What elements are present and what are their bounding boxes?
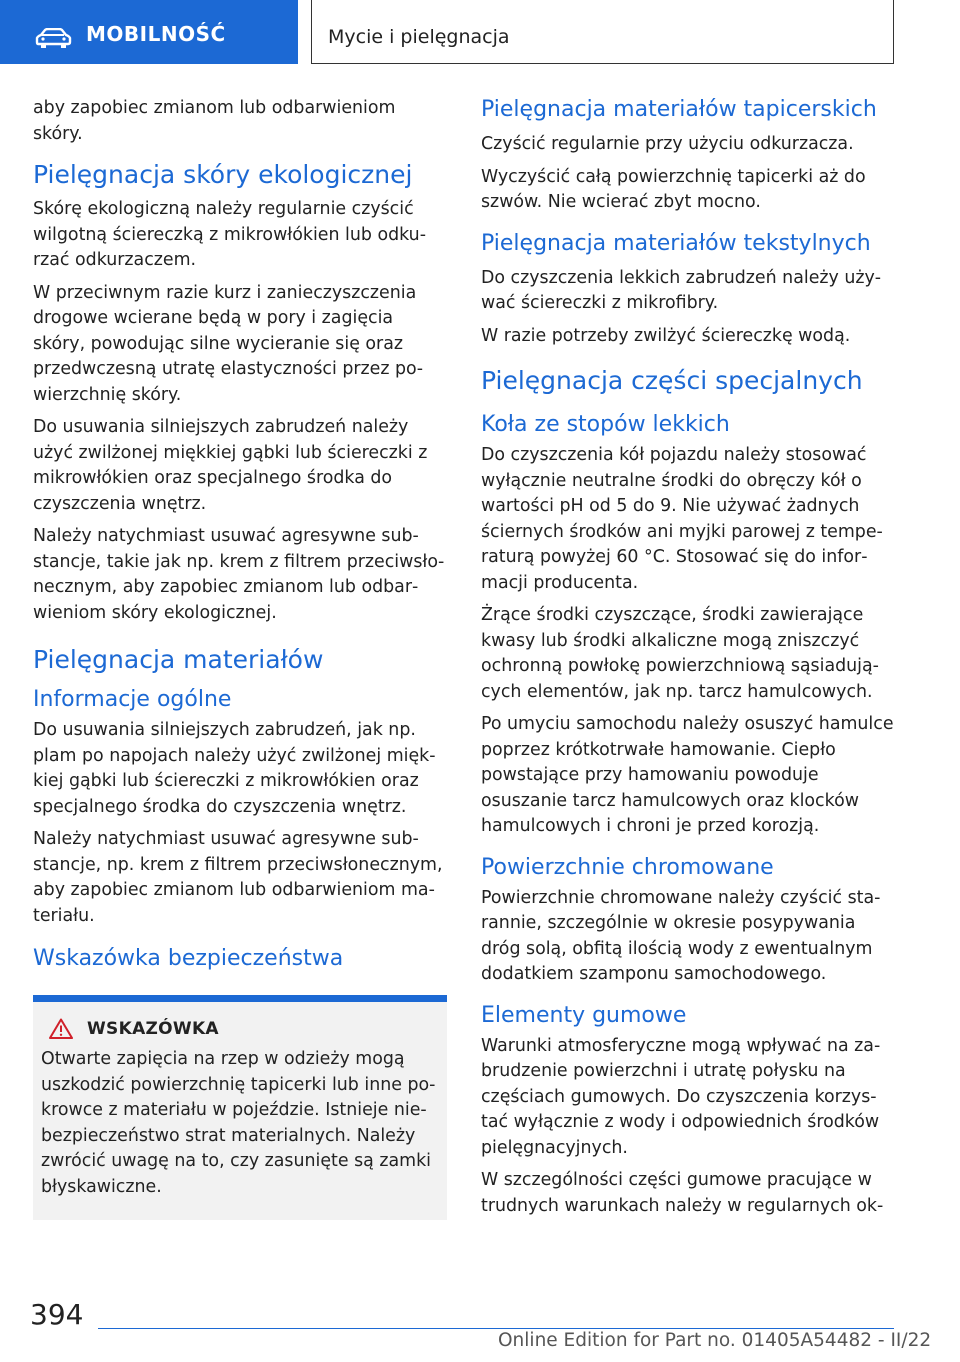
paragraph: W razie potrzeby zwilżyć ściereczkę wodą. [481, 325, 851, 346]
section-tab-mobility [0, 0, 298, 64]
chapter-tab [311, 0, 894, 64]
warning-box [33, 995, 447, 1220]
heading-chrome: Powierzchnie chromowane [481, 854, 774, 880]
page-header [0, 0, 960, 66]
paragraph: Żrące środki czyszczące, środki zawierające kwasy lub środki alkaliczne mogą zniszczyć ochronną powłokę powierzchniową sąsiadujących elementów, jak np. tarcz hamulcowych. [481, 605, 879, 702]
heading-rubber: Elementy gumowe [481, 1002, 687, 1028]
paragraph: Do czyszczenia kół pojazdu należy stosować wyłącznie neutralne środki do obręczy kół o wartości pH od 5 do 9. Nie używać żadnych ściernych środków ani myjki parowej z temperaturą powyżej 60 °C. Stosować się do informacji producenta. [481, 445, 883, 593]
paragraph: Należy natychmiast usuwać agresywne substancje, takie jak np. krem z filtrem przeciwsłonecznym, aby zapobiec zmianom lub odbarwieniom skóry ekologicznej. [33, 526, 445, 623]
footer-divider [98, 1328, 894, 1329]
heading-textile: Pielęgnacja materiałów tekstylnych [481, 230, 871, 256]
warning-text: Otwarte zapięcia na rzep w odzieży mogą uszkodzić powierzchnię tapicerki lub inne pokrowce z materiału w pojeździe. Istnieje niebezpieczeństwo strat materialnych. Należy zwrócić uwagę na to, czy zasunięte są zamki błyskawiczne. [41, 1049, 436, 1197]
paragraph: Czyścić regularnie przy użyciu odkurzacza. [481, 134, 854, 154]
warning-header [41, 1018, 439, 1039]
paragraph: Do usuwania silniejszych zabrudzeń należy użyć zwilżonej miękkiej gąbki lub ściereczki z mikrowłókien oraz specjalnego środka do czyszczenia wnętrz. [33, 417, 428, 514]
paragraph: Powierzchnie chromowane należy czyścić starannie, szczególnie w okresie posypywania dróg solą, obfitą ilością wody z ewentualnym dodatkiem szamponu samochodowego. [481, 887, 881, 984]
paragraph: Do usuwania silniejszych zabrudzeń, jak np. plam po napojach należy użyć zwilżonej miękkiej gąbki lub ściereczki z mikrowłókien oraz specjalnego środka do czyszczenia wnętrz. [33, 720, 436, 817]
page-footer [0, 1290, 960, 1362]
heading-safety-note: Wskazówka bezpieczeństwa [33, 946, 344, 971]
paragraph: aby zapobiec zmianom lub odbarwieniom skóry. [33, 98, 396, 144]
paragraph: W przeciwnym razie kurz i zanieczyszczenia drogowe wcierane będą w pory i zagięcia skóry, powodując silne wycieranie się oraz przedwczesną utratę elastyczności przez powierzchnię skóry. [33, 282, 423, 405]
paragraph: Po umyciu samochodu należy osuszyć hamulce poprzez krótkotrwałe hamowanie. Ciepło powstające przy hamowaniu powoduje osuszanie tarcz hamulcowych oraz klocków hamulcowych i chroni je przed korozją. [481, 714, 894, 836]
heading-special-parts: Pielęgnacja części specjalnych [481, 366, 863, 395]
heading-alloy-wheels: Koła ze stopów lekkich [481, 412, 730, 437]
chapter-title: Mycie i pielęgnacja [328, 26, 510, 48]
section-label: MOBILNOŚĆ [86, 22, 226, 46]
warning-title: WSKAZÓWKA [87, 1018, 219, 1039]
paragraph: Do czyszczenia lekkich zabrudzeń należy używać ściereczki z mikrofibry. [481, 267, 882, 313]
paragraph: Skórę ekologiczną należy regularnie czyścić wilgotną ściereczką z mikrowłókien lub odkurzać odkurzaczem. [33, 199, 426, 270]
heading-general-info: Informacje ogólne [33, 687, 232, 712]
right-column [481, 96, 895, 1226]
car-icon [34, 28, 72, 50]
left-column [33, 96, 447, 1220]
edition-text: Online Edition for Part no. 01405A54482 - II/22 [498, 1330, 932, 1351]
paragraph: W szczególności części gumowe pracujące w trudnych warunkach należy w regularnych ok- [481, 1170, 884, 1216]
heading-upholstery: Pielęgnacja materiałów tapicerskich [481, 97, 877, 122]
heading-materials: Pielęgnacja materiałów [33, 645, 324, 674]
page-number: 394 [30, 1298, 84, 1331]
warning-triangle-icon [49, 1018, 73, 1039]
paragraph: Warunki atmosferyczne mogą wpływać na zabrudzenie powierzchni i utratę połysku na częściach gumowych. Do czyszczenia korzystać wyłącznie z wody i odpowiednich środków pielęgnacyjnych. [481, 1035, 881, 1158]
paragraph: Wyczyścić całą powierzchnię tapicerki aż do szwów. Nie wcierać zbyt mocno. [481, 166, 866, 212]
paragraph: Należy natychmiast usuwać agresywne substancje, np. krem z filtrem przeciwsłonecznym, aby zapobiec zmianom lub odbarwieniom materiału. [33, 829, 443, 926]
heading-eco-leather: Pielęgnacja skóry ekologicznej [33, 160, 413, 189]
